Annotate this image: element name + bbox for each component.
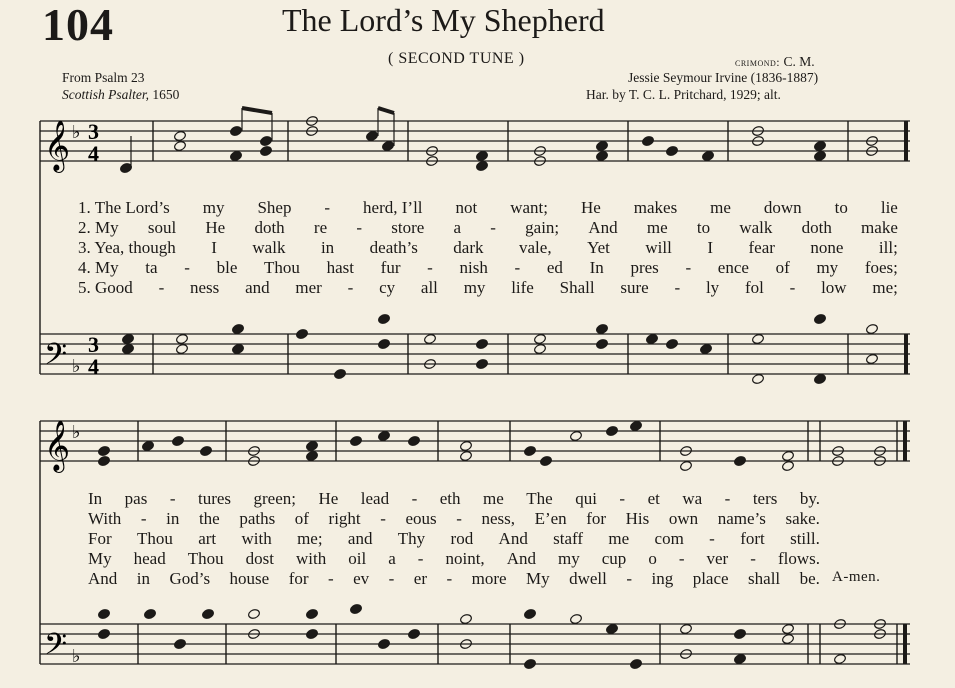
system2_lyrics-syllable: With	[88, 509, 122, 528]
system1_lyrics-line	[78, 198, 898, 218]
system1_lyrics-syllable: He	[580, 198, 601, 217]
flat-icon: ♭	[72, 356, 81, 377]
system2_lyrics-syllable: His	[625, 509, 650, 528]
flat-icon: ♭	[72, 122, 81, 143]
system2_lyrics-syllable: me	[608, 529, 630, 548]
system1_lyrics-syllable: to	[834, 198, 848, 217]
system1_lyrics-syllable: 4. My	[78, 258, 119, 277]
system2_lyrics-syllable: oil	[348, 549, 367, 568]
harmonizer-credit: Har. by T. C. L. Pritchard, 1929; alt.	[586, 87, 781, 102]
system1_lyrics-syllable: ill;	[878, 238, 898, 257]
system2_lyrics-syllable: in	[136, 569, 150, 588]
source-psalter-name: Scottish Psalter,	[62, 87, 149, 102]
system1_lyrics-syllable: want;	[510, 198, 548, 217]
time-sig-bottom: 4	[88, 141, 99, 166]
tune-subtitle: ( SECOND TUNE )	[388, 50, 525, 67]
system2_lyrics-syllable: my	[558, 549, 580, 568]
system2_lyrics-syllable: -	[750, 549, 756, 568]
system1_lyrics-syllable: down	[763, 198, 802, 217]
system1_lyrics-syllable: fol	[744, 278, 764, 297]
system1_lyrics-syllable: 1. The Lord’s	[78, 198, 170, 217]
system2_lyrics-syllable: For	[88, 529, 112, 548]
system1_lyrics-syllable: Thou	[264, 258, 300, 277]
system1_lyrics-syllable: re	[313, 218, 328, 237]
system2_lyrics-syllable: wa	[682, 489, 703, 508]
system1_lyrics-syllable: 2. My	[78, 218, 119, 237]
system1_lyrics-syllable: -	[347, 278, 354, 297]
source-psalter-year: 1650	[152, 87, 180, 102]
system2_lyrics-syllable: -	[709, 529, 715, 548]
system2_lyrics-syllable: dost	[245, 549, 274, 568]
system1_lyrics-syllable: my	[202, 198, 225, 217]
time-sig-top-bass: 3	[88, 332, 99, 357]
system1_lyrics-syllable: Shep	[257, 198, 292, 217]
system2_lyrics-syllable: eous	[405, 509, 437, 528]
system1_lyrics-syllable: soul	[147, 218, 177, 237]
system2_lyrics-syllable: E’en	[534, 509, 567, 528]
source-psalm: From Psalm 23	[62, 70, 145, 85]
system1_lyrics-syllable: foes;	[864, 258, 898, 277]
system1_lyrics-syllable: -	[184, 258, 190, 277]
system2_lyrics-syllable: et	[647, 489, 660, 508]
system1_lyrics-syllable: low	[821, 278, 847, 297]
system1_lyrics-syllable: walk	[739, 218, 773, 237]
system2_lyrics-syllable: Thy	[397, 529, 426, 548]
system1_lyrics-syllable: lie	[880, 198, 898, 217]
system2_lyrics-syllable: in	[166, 509, 180, 528]
system1_lyrics-syllable: ed	[546, 258, 563, 277]
system1_lyrics-syllable: I	[211, 238, 217, 257]
system1_lyrics-syllable: fear	[748, 238, 775, 257]
treble-clef-icon-2: 𝄞	[44, 420, 71, 471]
system1_lyrics-syllable: Yet	[587, 238, 610, 257]
system2_lyrics-syllable: for	[288, 569, 309, 588]
system2_lyrics-syllable: -	[411, 489, 418, 508]
system1_lyrics-syllable: -	[674, 278, 681, 297]
system2_lyrics-syllable: with	[296, 549, 327, 568]
system1_lyrics-syllable: in	[320, 238, 335, 257]
system2_lyrics-syllable: o	[648, 549, 657, 568]
treble-clef-icon: 𝄞	[44, 120, 71, 171]
system2_lyrics-syllable: -	[380, 509, 386, 528]
bass-staff-system-1	[40, 334, 910, 374]
system1_lyrics-syllable: makes	[633, 198, 678, 217]
system2_lyrics-syllable: pas	[124, 489, 148, 508]
system2_lyrics-syllable: cup	[601, 549, 627, 568]
notes-system-2-bass	[97, 603, 886, 669]
system2_lyrics-syllable: flows.	[777, 549, 820, 568]
system1_lyrics-syllable: sure	[620, 278, 649, 297]
system1_lyrics-syllable: a	[453, 218, 462, 237]
system2_lyrics-syllable: place	[692, 569, 729, 588]
system2_lyrics-syllable: -	[169, 489, 176, 508]
treble-staff-system-1	[40, 121, 910, 161]
system2_lyrics-syllable: a	[388, 549, 396, 568]
system2_lyrics-syllable: for	[586, 509, 607, 528]
bass-clef-icon-2: 𝄢	[44, 628, 68, 669]
treble-staff-system-2	[40, 421, 910, 461]
time-sig-top: 3	[88, 119, 99, 144]
system1_lyrics-syllable: -	[490, 218, 496, 237]
system2_lyrics-syllable: be.	[799, 569, 820, 588]
system2_lyrics-syllable: more	[471, 569, 507, 588]
system1_lyrics-syllable: hast	[326, 258, 354, 277]
system1_lyrics-line	[78, 278, 898, 298]
system2_lyrics-syllable: eth	[439, 489, 461, 508]
system1_lyrics-syllable: walk	[252, 238, 286, 257]
system1_lyrics-syllable: mer	[295, 278, 322, 297]
system2_lyrics-syllable: -	[626, 569, 633, 588]
system1_lyrics-syllable: -	[789, 278, 796, 297]
system1_lyrics-syllable: And	[588, 218, 618, 237]
system1_lyrics-syllable: -	[158, 278, 165, 297]
system2_lyrics-syllable: And	[498, 529, 528, 548]
author-credit: Jessie Seymour Irvine (1836-1887)	[628, 70, 819, 85]
system1_lyrics-syllable: me	[710, 198, 731, 217]
system2_lyrics-syllable: own	[668, 509, 699, 528]
system2_lyrics-syllable: noint,	[445, 549, 485, 568]
system2_lyrics-syllable: er	[413, 569, 427, 588]
system1_lyrics-syllable: In	[589, 258, 604, 277]
system1_lyrics-syllable: I	[707, 238, 713, 257]
system2_lyrics-line	[88, 549, 820, 569]
system2_lyrics-syllable: In	[88, 489, 103, 508]
system1_lyrics-syllable: doth	[254, 218, 285, 237]
system2_lyrics-syllable: -	[678, 549, 685, 568]
notes-system-2-treble	[97, 420, 886, 471]
system1_lyrics-syllable: me	[646, 218, 668, 237]
time-sig-bottom-bass: 4	[88, 354, 99, 379]
system2_lyrics-syllable: art	[198, 529, 217, 548]
system1_lyrics-syllable: -	[514, 258, 521, 277]
lyrics-system-1-lines	[78, 198, 898, 298]
system2_lyrics-line	[88, 569, 820, 589]
system1_lyrics-syllable: nish	[459, 258, 488, 277]
system2_lyrics-syllable: house	[229, 569, 270, 588]
lyrics-system-2	[88, 489, 820, 589]
system2_lyrics-syllable: Thou	[187, 549, 224, 568]
system2_lyrics-syllable: And	[88, 569, 118, 588]
system1_lyrics-syllable: make	[861, 218, 898, 237]
system1_lyrics-syllable: -	[324, 198, 331, 217]
flat-icon: ♭	[72, 646, 81, 667]
system1_lyrics-syllable: -	[356, 218, 363, 237]
system1_lyrics-syllable: -	[427, 258, 433, 277]
system1_lyrics-syllable: fur	[380, 258, 401, 277]
system2_lyrics-syllable: -	[456, 509, 462, 528]
system2_lyrics-syllable: fort	[740, 529, 765, 548]
system1_lyrics-syllable: not	[455, 198, 478, 217]
system1_lyrics-syllable: ly	[705, 278, 720, 297]
system2_lyrics-syllable: sake.	[785, 509, 820, 528]
system2_lyrics-syllable: God’s	[169, 569, 211, 588]
system1_lyrics-syllable: 3. Yea, though	[78, 238, 176, 257]
system1_lyrics-syllable: ness	[190, 278, 220, 297]
system1_lyrics-syllable: will	[645, 238, 672, 257]
system2_lyrics-syllable: My	[526, 569, 550, 588]
system2_lyrics-syllable: He	[318, 489, 339, 508]
system2_lyrics-syllable: name’s	[717, 509, 766, 528]
system1_lyrics-syllable: pres	[630, 258, 659, 277]
system2_lyrics-syllable: -	[417, 549, 424, 568]
system1_lyrics-syllable: doth	[801, 218, 832, 237]
system2_lyrics-syllable: paths	[239, 509, 276, 528]
system1_lyrics-syllable: herd, I’ll	[363, 198, 423, 217]
system1_lyrics-syllable: cy	[379, 278, 396, 297]
system2_lyrics-syllable: staff	[553, 529, 584, 548]
system2_lyrics-syllable: right	[328, 509, 361, 528]
system2_lyrics-syllable: by.	[799, 489, 820, 508]
system1_lyrics-syllable: He	[205, 218, 226, 237]
system2_lyrics-syllable: -	[446, 569, 453, 588]
system2_lyrics-syllable: head	[133, 549, 166, 568]
system2_lyrics-syllable: still.	[790, 529, 820, 548]
system1_lyrics-syllable: my	[463, 278, 486, 297]
system2_lyrics-syllable: tures	[197, 489, 232, 508]
system2_lyrics-syllable: green;	[253, 489, 296, 508]
system2_lyrics-syllable: rod	[450, 529, 474, 548]
system1_lyrics-line	[78, 238, 898, 258]
system1_lyrics-syllable: ble	[216, 258, 238, 277]
system1_lyrics-syllable: my	[816, 258, 839, 277]
system2_lyrics-syllable: com	[654, 529, 684, 548]
lyrics-system-2-lines	[88, 489, 820, 589]
system2_lyrics-syllable: ness,	[481, 509, 515, 528]
system2_lyrics-syllable: -	[327, 569, 334, 588]
system2_lyrics-syllable: The	[526, 489, 553, 508]
system1_lyrics-syllable: -	[685, 258, 692, 277]
hymn-title: The Lord’s My Shepherd	[282, 2, 605, 38]
hymn-number: 104	[42, 0, 114, 50]
system1_lyrics-syllable: gain;	[525, 218, 560, 237]
system2_lyrics-line	[88, 509, 820, 529]
system1_lyrics-syllable: dark	[453, 238, 484, 257]
system2_lyrics-syllable: dwell	[569, 569, 607, 588]
system1_lyrics-line	[78, 218, 898, 238]
system2_lyrics-syllable: ver	[706, 549, 729, 568]
tune-name: crimond:	[735, 55, 781, 69]
system1_lyrics-syllable: Shall	[559, 278, 595, 297]
lyrics-system-1	[78, 198, 898, 298]
system2_lyrics-syllable: -	[388, 569, 395, 588]
system2_lyrics-syllable: shall	[748, 569, 781, 588]
system2_lyrics-syllable: of	[294, 509, 309, 528]
system1_lyrics-syllable: vale,	[519, 238, 552, 257]
system2_lyrics-syllable: ters	[752, 489, 778, 508]
system2_lyrics-syllable: me;	[297, 529, 323, 548]
system1_lyrics-syllable: none	[810, 238, 844, 257]
system1_lyrics-syllable: all	[420, 278, 438, 297]
system1_lyrics-syllable: life	[511, 278, 534, 297]
system1_lyrics-syllable: and	[245, 278, 270, 297]
meter: C. M.	[783, 54, 815, 69]
bass-clef-icon: 𝄢	[44, 338, 68, 379]
system2_lyrics-syllable: me	[483, 489, 504, 508]
system2_lyrics-syllable: And	[506, 549, 536, 568]
system1_lyrics-syllable: me;	[872, 278, 898, 297]
system2_lyrics-syllable: -	[140, 509, 147, 528]
system2_lyrics-syllable: -	[619, 489, 626, 508]
system1_lyrics-syllable: store	[391, 218, 425, 237]
system2_lyrics-syllable: ev	[353, 569, 370, 588]
system2_lyrics-syllable: ing	[651, 569, 674, 588]
system2_lyrics-syllable: qui	[575, 489, 597, 508]
system2_lyrics-syllable: with	[241, 529, 272, 548]
system1_lyrics-syllable: ta	[145, 258, 158, 277]
system1_lyrics-syllable: 5. Good	[78, 278, 133, 297]
system2_lyrics-line	[88, 529, 820, 549]
system1_lyrics-syllable: to	[696, 218, 711, 237]
system1_lyrics-syllable: death’s	[369, 238, 418, 257]
system2_lyrics-syllable: -	[724, 489, 731, 508]
amen-text: A-men.	[832, 569, 881, 585]
system2_lyrics-syllable: the	[198, 509, 220, 528]
system1_lyrics-syllable: ence	[717, 258, 749, 277]
bass-staff-system-2	[40, 624, 910, 664]
system2_lyrics-line	[88, 489, 820, 509]
system2_lyrics-syllable: lead	[360, 489, 390, 508]
system2_lyrics-syllable: and	[347, 529, 373, 548]
system2_lyrics-syllable: My	[88, 549, 112, 568]
system1_lyrics-line	[78, 258, 898, 278]
system2_lyrics-syllable: Thou	[136, 529, 173, 548]
flat-icon: ♭	[72, 422, 81, 443]
system1_lyrics-syllable: of	[775, 258, 790, 277]
